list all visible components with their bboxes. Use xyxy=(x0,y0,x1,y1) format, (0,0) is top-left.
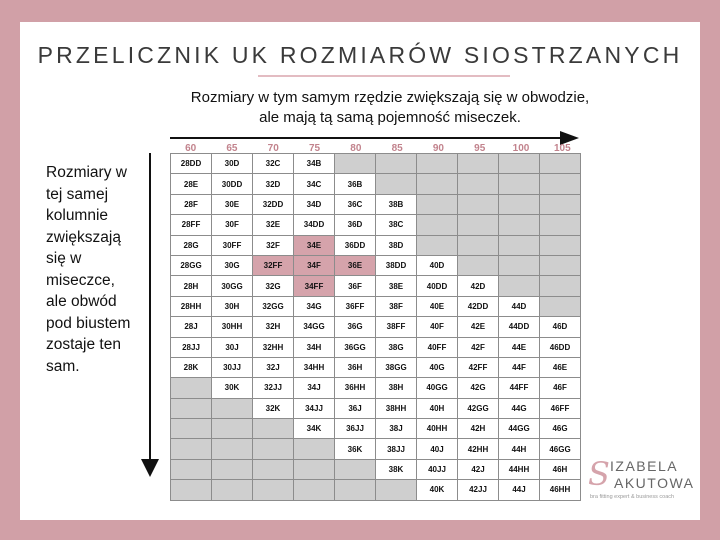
size-cell: 44F xyxy=(499,357,540,377)
size-cell: 32K xyxy=(253,398,294,418)
logo-initial: S xyxy=(588,455,610,493)
empty-cell xyxy=(417,215,458,235)
empty-cell xyxy=(417,174,458,194)
size-cell: 30F xyxy=(212,215,253,235)
empty-cell xyxy=(540,235,581,255)
table-row xyxy=(171,459,581,479)
size-cell: 42E xyxy=(458,317,499,337)
table-row xyxy=(171,154,581,174)
empty-cell xyxy=(294,480,335,500)
arrow-down-icon xyxy=(141,459,159,477)
empty-cell xyxy=(540,154,581,174)
empty-cell xyxy=(458,154,499,174)
size-cell: 38J xyxy=(376,419,417,439)
size-cell: 38C xyxy=(376,215,417,235)
slide xyxy=(20,22,700,520)
size-cell: 38G xyxy=(376,337,417,357)
size-cell: 36DD xyxy=(335,235,376,255)
empty-cell xyxy=(499,174,540,194)
table-row xyxy=(171,174,581,194)
empty-cell xyxy=(171,480,212,500)
size-cell: 34G xyxy=(294,296,335,316)
empty-cell xyxy=(540,215,581,235)
table-row xyxy=(171,194,581,214)
size-cell: 28DD xyxy=(171,154,212,174)
empty-cell xyxy=(376,154,417,174)
table-row xyxy=(171,378,581,398)
size-cell: 34DD xyxy=(294,215,335,235)
size-cell: 36C xyxy=(335,194,376,214)
size-cell: 30GG xyxy=(212,276,253,296)
size-cell: 28H xyxy=(171,276,212,296)
table-row xyxy=(171,235,581,255)
size-cell: 40E xyxy=(417,296,458,316)
size-cell: 38F xyxy=(376,296,417,316)
empty-cell xyxy=(212,459,253,479)
size-cell: 30DD xyxy=(212,174,253,194)
empty-cell xyxy=(171,398,212,418)
empty-cell xyxy=(253,419,294,439)
size-cell: 44J xyxy=(499,480,540,500)
size-cell: 28HH xyxy=(171,296,212,316)
size-cell: 32DD xyxy=(253,194,294,214)
band-size-label: 105 xyxy=(553,143,571,154)
size-cell: 34B xyxy=(294,154,335,174)
size-cell: 40H xyxy=(417,398,458,418)
empty-cell xyxy=(212,419,253,439)
size-cell: 34JJ xyxy=(294,398,335,418)
size-cell: 28E xyxy=(171,174,212,194)
size-cell: 42D xyxy=(458,276,499,296)
size-cell: 30JJ xyxy=(212,357,253,377)
horizontal-arrow-line xyxy=(170,137,564,139)
empty-cell xyxy=(212,439,253,459)
page-title: PRZELICZNIK UK ROZMIARÓW SIOSTRZANYCH xyxy=(37,42,683,68)
size-cell: 36HH xyxy=(335,378,376,398)
size-cell: 28G xyxy=(171,235,212,255)
empty-cell xyxy=(417,235,458,255)
table-row xyxy=(171,337,581,357)
size-cell: 42GG xyxy=(458,398,499,418)
size-cell: 30J xyxy=(212,337,253,357)
empty-cell xyxy=(376,480,417,500)
size-cell: 40DD xyxy=(417,276,458,296)
table-row xyxy=(171,439,581,459)
table-row xyxy=(171,215,581,235)
band-size-label: 65 xyxy=(226,143,238,154)
size-cell: 42F xyxy=(458,337,499,357)
size-cell: 42HH xyxy=(458,439,499,459)
empty-cell xyxy=(458,255,499,275)
logo-last-name: AKUTOWA xyxy=(614,475,695,491)
size-cell: 40FF xyxy=(417,337,458,357)
empty-cell xyxy=(171,459,212,479)
empty-cell xyxy=(458,235,499,255)
empty-cell xyxy=(335,480,376,500)
size-cell: 40K xyxy=(417,480,458,500)
empty-cell xyxy=(458,215,499,235)
size-cell: 36G xyxy=(335,317,376,337)
size-cell: 38E xyxy=(376,276,417,296)
band-size-label: 80 xyxy=(350,143,362,154)
empty-cell xyxy=(417,154,458,174)
size-cell: 28F xyxy=(171,194,212,214)
size-cell: 44HH xyxy=(499,459,540,479)
size-cell: 42G xyxy=(458,378,499,398)
empty-cell xyxy=(253,480,294,500)
size-cell: 40JJ xyxy=(417,459,458,479)
size-cell: 42FF xyxy=(458,357,499,377)
size-cell: 46H xyxy=(540,459,581,479)
empty-cell xyxy=(171,419,212,439)
size-cell: 42H xyxy=(458,419,499,439)
size-cell: 34GG xyxy=(294,317,335,337)
size-cell: 30H xyxy=(212,296,253,316)
empty-cell xyxy=(499,215,540,235)
subtitle: Rozmiary w tym samym rzędzie zwiększają się w obwodzie, ale mają tą samą pojemność miseczek. xyxy=(190,89,590,126)
size-cell: 42JJ xyxy=(458,480,499,500)
empty-cell xyxy=(376,174,417,194)
size-cell: 40HH xyxy=(417,419,458,439)
size-cell: 34HH xyxy=(294,357,335,377)
size-cell: 38D xyxy=(376,235,417,255)
size-cell: 32J xyxy=(253,357,294,377)
table-row xyxy=(171,255,581,275)
size-cell: 30FF xyxy=(212,235,253,255)
size-cell: 36D xyxy=(335,215,376,235)
size-cell: 28JJ xyxy=(171,337,212,357)
size-cell: 36JJ xyxy=(335,419,376,439)
empty-cell xyxy=(335,154,376,174)
empty-cell xyxy=(417,194,458,214)
size-cell: 30E xyxy=(212,194,253,214)
empty-cell xyxy=(540,255,581,275)
size-cell: 32F xyxy=(253,235,294,255)
size-cell: 44D xyxy=(499,296,540,316)
size-cell: 36E xyxy=(335,255,376,275)
size-cell: 46HH xyxy=(540,480,581,500)
size-cell: 28FF xyxy=(171,215,212,235)
size-cell: 46G xyxy=(540,419,581,439)
size-cell: 38JJ xyxy=(376,439,417,459)
size-cell: 28J xyxy=(171,317,212,337)
size-cell: 40D xyxy=(417,255,458,275)
table-row xyxy=(171,398,581,418)
size-cell: 46E xyxy=(540,357,581,377)
size-cell: 34C xyxy=(294,174,335,194)
size-cell: 36K xyxy=(335,439,376,459)
size-cell: 38B xyxy=(376,194,417,214)
band-size-label: 60 xyxy=(185,143,197,154)
empty-cell xyxy=(540,296,581,316)
empty-cell xyxy=(253,459,294,479)
size-cell: 28GG xyxy=(171,255,212,275)
title-divider xyxy=(258,75,510,77)
brand-logo xyxy=(588,455,698,510)
size-cell: 30G xyxy=(212,255,253,275)
size-cell: 46FF xyxy=(540,398,581,418)
size-cell: 46DD xyxy=(540,337,581,357)
empty-cell xyxy=(171,439,212,459)
band-size-label: 90 xyxy=(432,143,444,154)
size-cell: 38K xyxy=(376,459,417,479)
size-cell: 46GG xyxy=(540,439,581,459)
empty-cell xyxy=(499,276,540,296)
size-cell: 36J xyxy=(335,398,376,418)
size-cell: 42DD xyxy=(458,296,499,316)
size-cell: 34E xyxy=(294,235,335,255)
size-cell: 44G xyxy=(499,398,540,418)
size-cell: 30K xyxy=(212,378,253,398)
size-cell: 32FF xyxy=(253,255,294,275)
size-cell: 40GG xyxy=(417,378,458,398)
empty-cell xyxy=(458,174,499,194)
size-cell: 34J xyxy=(294,378,335,398)
size-cell: 40F xyxy=(417,317,458,337)
empty-cell xyxy=(253,439,294,459)
size-cell: 32G xyxy=(253,276,294,296)
band-size-label: 75 xyxy=(308,143,321,154)
empty-cell xyxy=(294,459,335,479)
empty-cell xyxy=(540,276,581,296)
size-cell: 38FF xyxy=(376,317,417,337)
size-cell: 40J xyxy=(417,439,458,459)
empty-cell xyxy=(212,398,253,418)
size-cell: 32D xyxy=(253,174,294,194)
size-cell: 46D xyxy=(540,317,581,337)
size-cell: 30D xyxy=(212,154,253,174)
size-cell: 36GG xyxy=(335,337,376,357)
size-cell: 38H xyxy=(376,378,417,398)
logo-first-name: IZABELA xyxy=(610,458,679,474)
size-cell: 32HH xyxy=(253,337,294,357)
empty-cell xyxy=(499,154,540,174)
size-cell: 44FF xyxy=(499,378,540,398)
empty-cell xyxy=(171,378,212,398)
size-cell: 32GG xyxy=(253,296,294,316)
size-cell: 32H xyxy=(253,317,294,337)
size-cell: 34H xyxy=(294,337,335,357)
side-note: Rozmiary w tej samej kolumnie zwiększają się w miseczce, ale obwód pod biustem zostaje ten sam. xyxy=(46,164,131,375)
band-size-label: 95 xyxy=(474,143,486,154)
band-size-label: 70 xyxy=(267,143,279,154)
size-cell: 34FF xyxy=(294,276,335,296)
band-size-label: 100 xyxy=(512,143,530,154)
table-row xyxy=(171,296,581,316)
empty-cell xyxy=(540,194,581,214)
size-cell: 36FF xyxy=(335,296,376,316)
empty-cell xyxy=(499,235,540,255)
size-cell: 36B xyxy=(335,174,376,194)
size-cell: 32JJ xyxy=(253,378,294,398)
size-cell: 30HH xyxy=(212,317,253,337)
empty-cell xyxy=(499,255,540,275)
size-cell: 36H xyxy=(335,357,376,377)
size-cell: 34K xyxy=(294,419,335,439)
logo-tagline: bra fitting expert & business coach xyxy=(590,494,675,500)
table-row xyxy=(171,317,581,337)
size-cell: 32C xyxy=(253,154,294,174)
vertical-arrow-line xyxy=(149,153,151,463)
size-cell: 44DD xyxy=(499,317,540,337)
size-cell: 46F xyxy=(540,378,581,398)
empty-cell xyxy=(335,459,376,479)
size-cell: 38GG xyxy=(376,357,417,377)
size-cell: 28K xyxy=(171,357,212,377)
size-cell: 44GG xyxy=(499,419,540,439)
size-cell: 44H xyxy=(499,439,540,459)
size-cell: 40G xyxy=(417,357,458,377)
table-row xyxy=(171,419,581,439)
empty-cell xyxy=(212,480,253,500)
table-row xyxy=(171,480,581,500)
table-row xyxy=(171,357,581,377)
size-cell: 44E xyxy=(499,337,540,357)
table-row xyxy=(171,276,581,296)
size-cell: 38DD xyxy=(376,255,417,275)
band-size-label: 85 xyxy=(391,143,403,154)
empty-cell xyxy=(294,439,335,459)
size-cell: 36F xyxy=(335,276,376,296)
size-cell: 32E xyxy=(253,215,294,235)
size-cell: 38HH xyxy=(376,398,417,418)
empty-cell xyxy=(499,194,540,214)
empty-cell xyxy=(540,174,581,194)
size-cell: 42J xyxy=(458,459,499,479)
empty-cell xyxy=(458,194,499,214)
sister-size-table xyxy=(170,153,581,501)
size-cell: 34F xyxy=(294,255,335,275)
size-cell: 34D xyxy=(294,194,335,214)
